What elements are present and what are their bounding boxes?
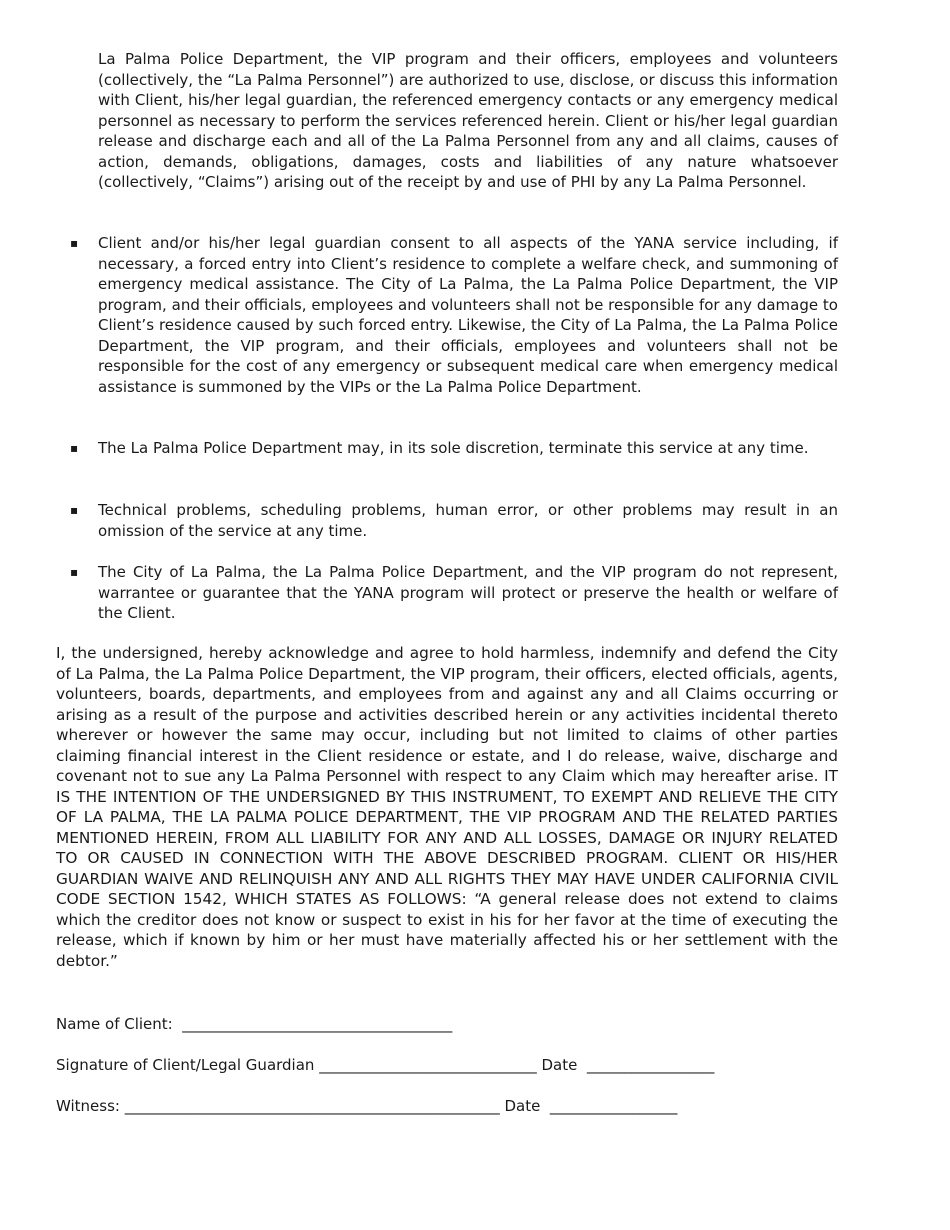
- intro-paragraph: La Palma Police Department, the VIP program and their officers, employees and volunteers (collectively, the “La Palma Personnel”) are authorized to use, disclose, or discuss this information with Client, his/her legal guardian, the referenced emergency contacts or any emergency medical personnel as necessary to perform the services referenced herein. Client or his/her legal guardian release and discharge each and all of the La Palma Personnel from any and all claims, causes of action, demands, obligations, damages, costs and liabilities of any nature whatsoever (collectively, “Claims”) arising out of the receipt by and use of PHI by any La Palma Personnel.: [98, 50, 838, 191]
- name-of-client-line: Name of Client: ____________________________________: [56, 1015, 453, 1033]
- bullet-square-icon: ▪: [70, 565, 79, 579]
- bullet-square-icon: ▪: [70, 236, 79, 250]
- release-paragraph: I, the undersigned, hereby acknowledge and agree to hold harmless, indemnify and defend the City of La Palma, the La Palma Police Department, the VIP program, their officers, elected officials, agents, volunteers, boards, departments, and employees from and against any and all Claims occurring or arising as a result of the purpose and activities described herein or any activities incidental thereto wherever or however the same may occur, including but not limited to claims of other parties claiming financial interest in the Client residence or estate, and I do release, waive, discharge and covenant not to sue any La Palma Personnel with respect to any Claim which may hereafter arise. IT IS THE INTENTION OF THE UNDERSIGNED BY THIS INSTRUMENT, TO EXEMPT AND RELIEVE THE CITY OF LA PALMA, THE LA PALMA POLICE DEPARTMENT, THE VIP PROGRAM AND THE RELATED PARTIES MENTIONED HEREIN, FROM ALL LIABILITY FOR ANY AND ALL LOSSES, DAMAGE OR INJURY RELATED TO OR CAUSED IN CONNECTION WITH THE ABOVE DESCRIBED PROGRAM. CLIENT OR HIS/HER GUARDIAN WAIVE AND RELINQUISH ANY AND ALL RIGHTS THEY MAY HAVE UNDER CALIFORNIA CIVIL CODE SECTION 1542, WHICH STATES AS FOLLOWS: “A general release does not extend to claims which the creditor does not know or suspect to exist in his for her favor at the time of executing the release, which if known by him or her must have materially affected his or her settlement with the debtor.”: [56, 644, 838, 970]
- bullet-text: Technical problems, scheduling problems, human error, or other problems may result in an omission of the service at any time.: [98, 501, 838, 540]
- bullet-item-termination: [70, 438, 838, 459]
- witness-line: Witness: __________________________________________________ Date _________________: [56, 1097, 678, 1115]
- bullet-square-icon: ▪: [70, 441, 79, 455]
- bullet-item-technical-problems: [70, 500, 838, 541]
- signature-line: Signature of Client/Legal Guardian _____________________________ Date _________________: [56, 1056, 715, 1074]
- bullet-text: Client and/or his/her legal guardian consent to all aspects of the YANA service including, if necessary, a forced entry into Client’s residence to complete a welfare check, and summoning of emergency medical assistance. The City of La Palma, the La Palma Police Department, the VIP program, and their officials, employees and volunteers shall not be responsible for any damage to Client’s residence caused by such forced entry. Likewise, the City of La Palma, the La Palma Police Department, the VIP program, and their officials, employees and volunteers shall not be responsible for the cost of any emergency or subsequent medical care when emergency medical assistance is summoned by the VIPs or the La Palma Police Department.: [98, 234, 838, 396]
- bullet-item-no-guarantee: [70, 562, 838, 624]
- bullet-text: The La Palma Police Department may, in its sole discretion, terminate this service at any time.: [98, 439, 809, 457]
- bullet-text: The City of La Palma, the La Palma Police Department, and the VIP program do not represent, warrantee or guarantee that the YANA program will protect or preserve the health or welfare of the Client.: [98, 563, 838, 622]
- bullet-item-consent: [70, 233, 838, 397]
- bullet-square-icon: ▪: [70, 503, 79, 517]
